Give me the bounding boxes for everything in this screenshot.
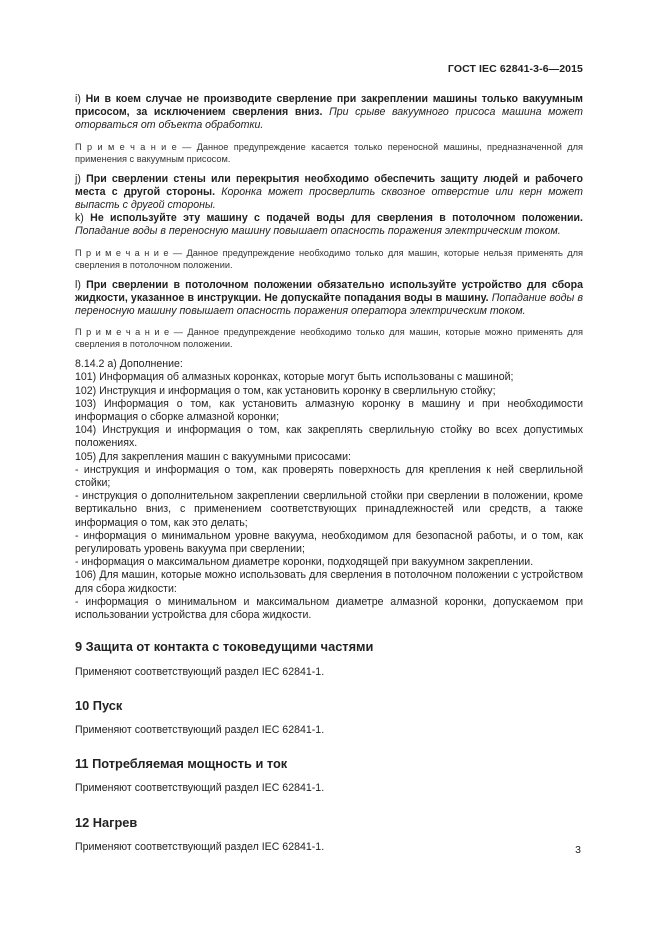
item-i-label: i) — [75, 93, 81, 105]
section-9-title: 9 Защита от контакта с токоведущими частями — [75, 639, 374, 655]
note-3-text: — Данное предупреждение необходимо только для машин, которые можно применять для сверления в потолочном положении. — [75, 327, 583, 350]
item-k — [75, 212, 583, 238]
item-l — [75, 279, 583, 319]
page-content — [75, 93, 583, 854]
addendum-intro: 8.14.2 а) Дополнение: — [75, 358, 183, 371]
note-1 — [75, 141, 583, 165]
section-12-text: Применяют соответствующий раздел IEC 62841-1. — [75, 840, 325, 853]
item-k-label: k) — [75, 212, 84, 225]
note-1-text: — Данное предупреждение касается только переносной машины, предназначенной для применения с вакуумным присосом. — [75, 141, 583, 164]
item-i-warning: Ни в коем случае не производите сверление при закреплении машины только вакуумным присосом, за исключением сверления вниз. — [75, 93, 583, 119]
item-j — [75, 173, 583, 213]
addendum-105-dash-4: - информация о максимальном диаметре коронки, подходящей при вакуумном закреплении. — [75, 556, 534, 569]
item-l-label: l) — [75, 278, 81, 291]
note-2-text: — Данное предупреждение необходимо только для машин, которые нельзя применять для сверления в потолочном положении. — [75, 247, 583, 270]
note-3 — [75, 326, 583, 350]
addendum-105-dash-1: - инструкция и информация о том, как проверять поверхность для крепления к ней сверлильной стойки; — [75, 463, 583, 490]
item-k-warning: Не используйте эту машину с подачей воды для сверления в потолочном положении. — [90, 212, 583, 225]
item-l-reason: Попадание воды в переносную машину повышает опасность поражения оператора электрическим током. — [75, 291, 583, 318]
addendum-102: 102) Инструкция и информация о том, как установить коронку в сверлильную стойку; — [75, 384, 496, 397]
addendum-106-dash-1: - информация о минимальном и максимальном диаметре алмазной коронки, допускаемом при использовании устройства для сбора жидкости. — [75, 595, 583, 622]
item-k-reason: Попадание воды в переносную машину повышает опасность поражения электрическим током. — [75, 225, 561, 238]
addendum-103: 103) Информация о том, как установить алмазную коронку в машину и при необходимости информация о сборке алмазной коронки; — [75, 397, 583, 424]
item-j-warning: При сверлении стены или перекрытия необходимо обеспечить защиту людей и рабочего места с другой стороны. — [75, 172, 583, 198]
document-header: ГОСТ IEC 62841-3-6—2015 — [447, 63, 583, 75]
note-2 — [75, 247, 583, 271]
section-9-text: Применяют соответствующий раздел IEC 62841-1. — [75, 665, 325, 678]
addendum-105-dash-2: - инструкция о дополнительном закреплении сверлильной стойки при сверлении в положении, кроме вертикально вниз, с применением соответствующих принадлежностей или средств, а также информация о том, как это делать; — [75, 490, 583, 529]
item-i-reason: При срыве вакуумного присоса машина может оторваться от объекта обработки. — [75, 106, 583, 132]
addendum-101: 101) Информация об алмазных коронках, которые могут быть использованы с машиной; — [75, 371, 514, 384]
addendum-105-dash-3: - информация о минимальном уровне вакуума, необходимом для безопасной работы, и о том, как регулировать уровень вакуума при сверлении; — [75, 529, 583, 556]
addendum-104: 104) Инструкция и информация о том, как закреплять сверлильную стойку во всех допустимых положениях. — [75, 424, 583, 450]
page-number: 3 — [575, 844, 581, 856]
item-i — [75, 93, 583, 133]
addendum-106: 106) Для машин, которые можно использовать для сверления в потолочном положении с устройством для сбора жидкости: — [75, 569, 583, 595]
section-10-title: 10 Пуск — [75, 697, 123, 713]
section-11-text: Применяют соответствующий раздел IEC 62841-1. — [75, 782, 325, 795]
note-2-label: П р и м е ч а н и е — [75, 247, 169, 258]
note-1-label: П р и м е ч а н и е — [75, 141, 177, 152]
section-10-text: Применяют соответствующий раздел IEC 62841-1. — [75, 723, 325, 736]
item-j-label: j) — [75, 172, 81, 185]
item-l-warning: При сверлении в потолочном положении обязательно используйте устройство для сбора жидкости, указанное в инструкции. Не допускайте попадания воды в машину. — [75, 278, 583, 304]
addendum-105: 105) Для закрепления машин с вакуумными присосами: — [75, 450, 351, 463]
note-3-label: П р и м е ч а н и е — [75, 327, 170, 338]
section-12-title: 12 Нагрев — [75, 814, 138, 830]
item-j-reason: Коронка может просверлить сквозное отверстие или керн может выпасть с другой стороны. — [75, 185, 584, 212]
section-11-title: 11 Потребляемая мощность и ток — [75, 756, 288, 772]
